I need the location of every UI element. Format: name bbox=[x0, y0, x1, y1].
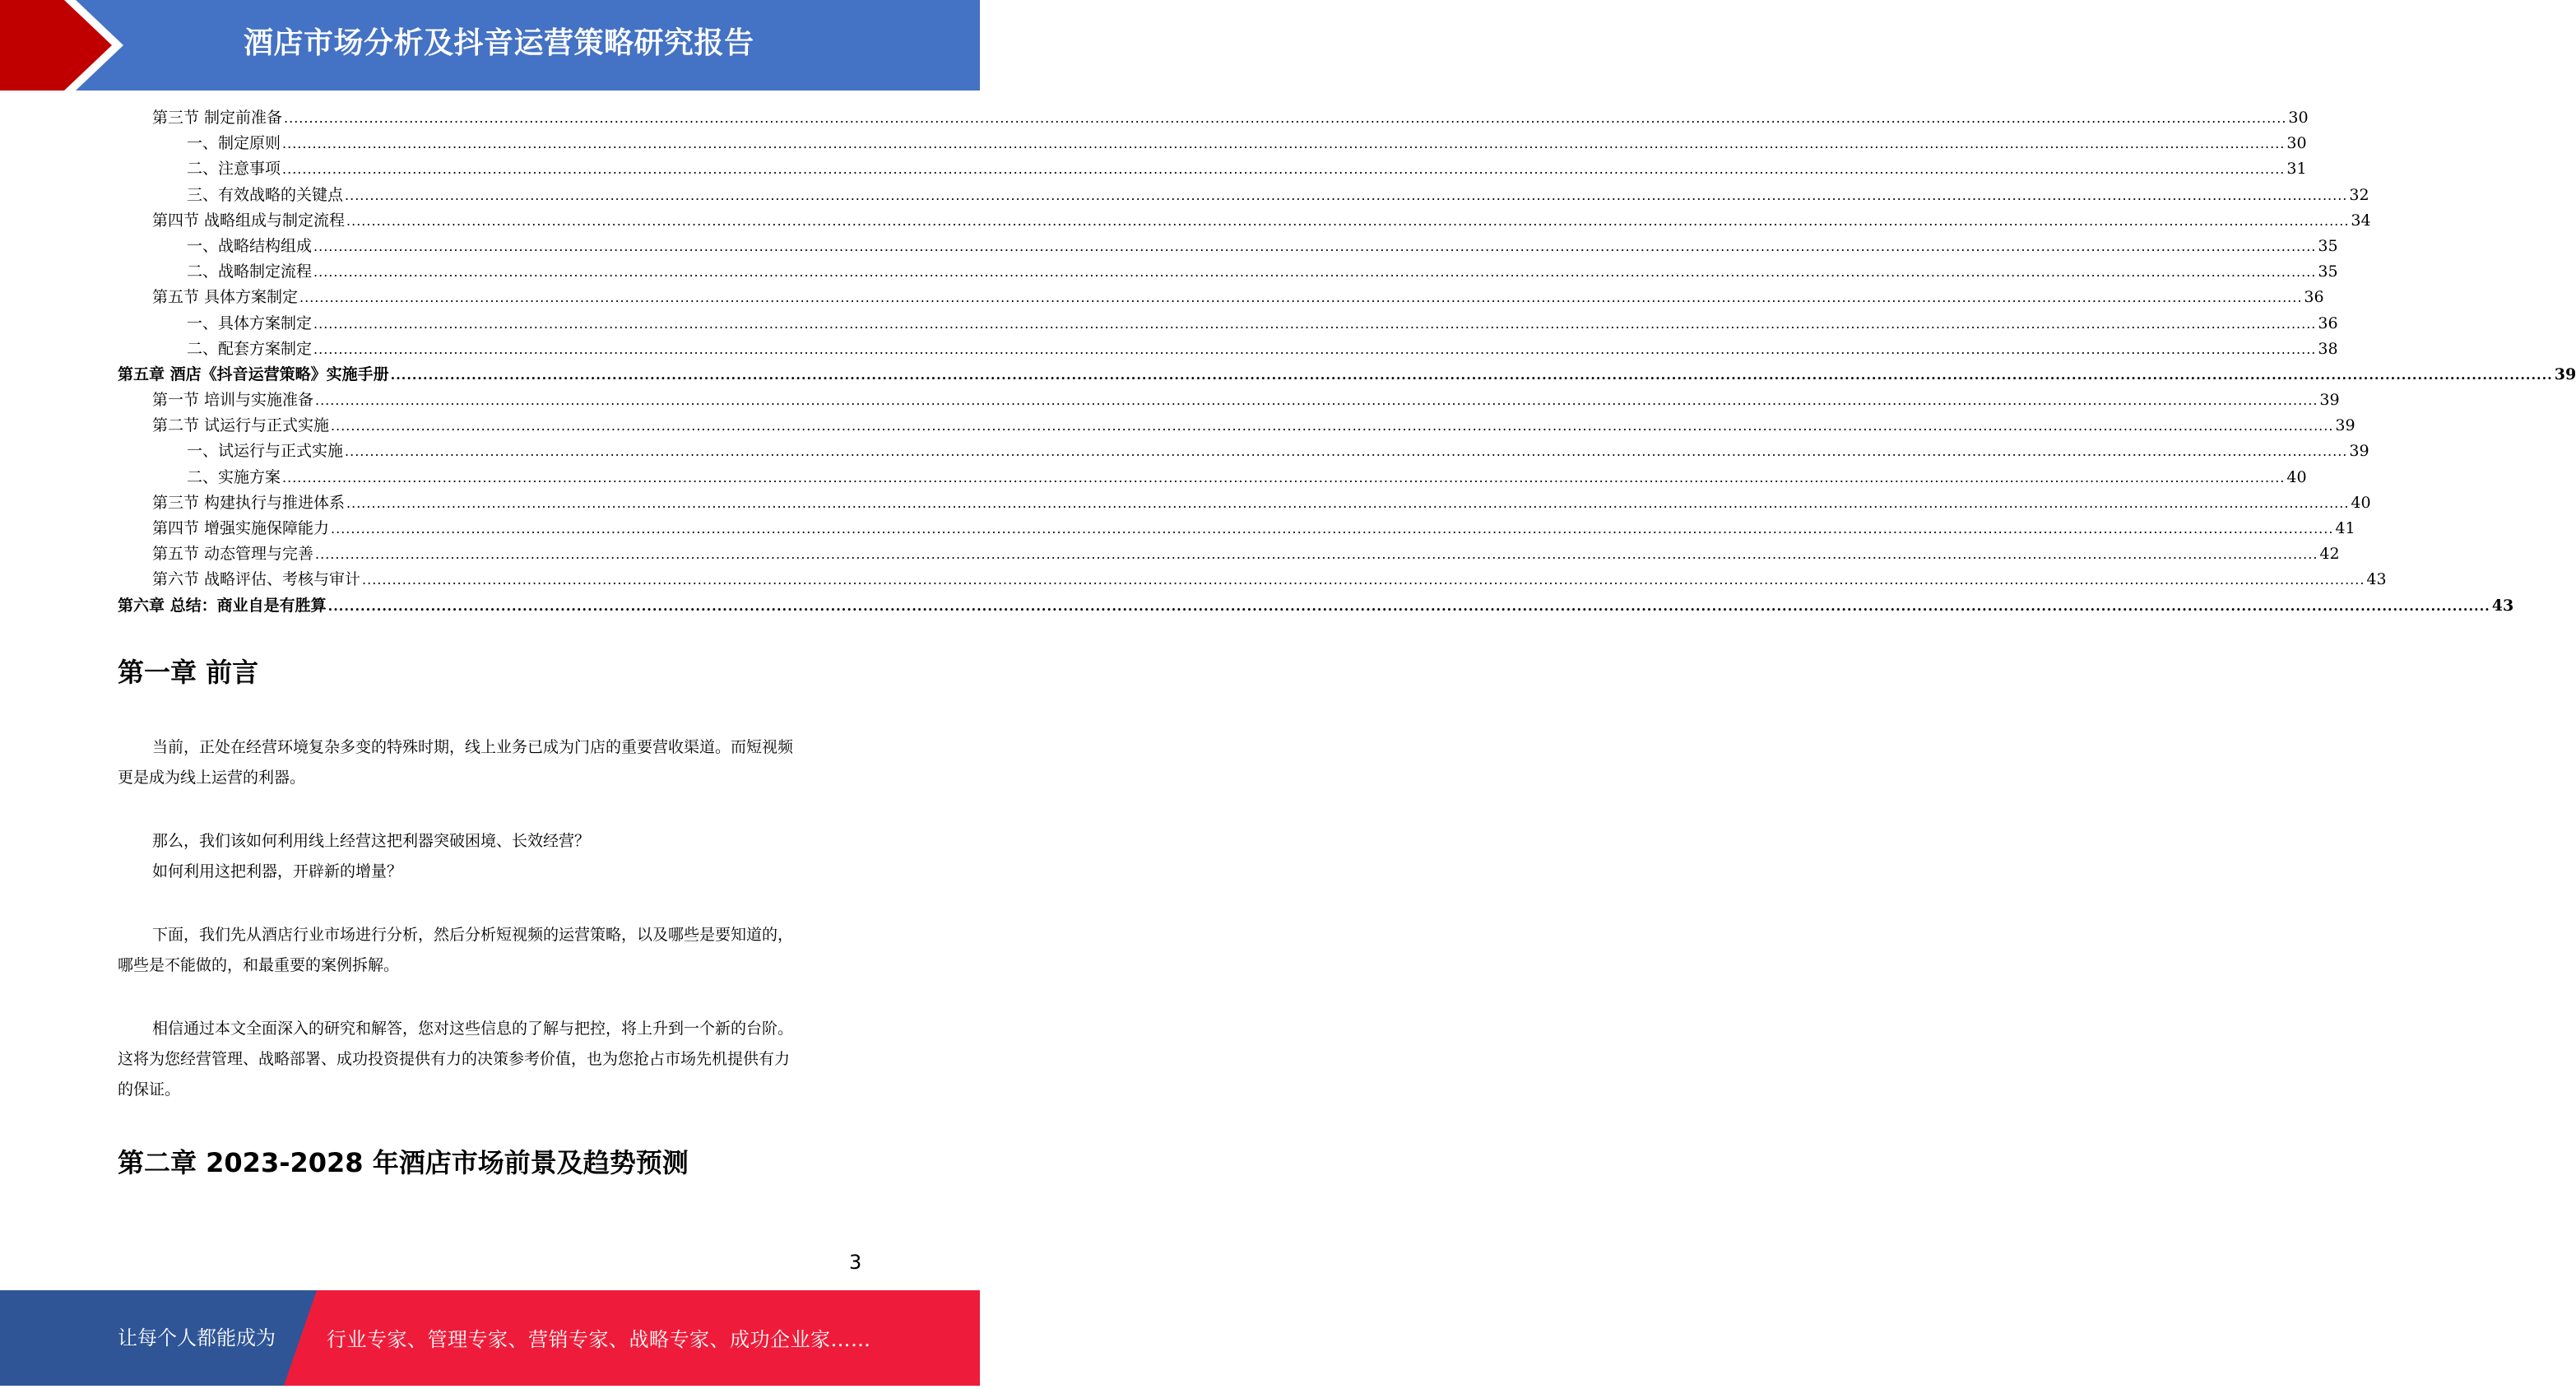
question-2: 如何利用这把利器，开辟新的增量？ bbox=[152, 862, 403, 880]
toc-entry-label: 第六节 战略评估、考核与审计 bbox=[152, 570, 361, 589]
toc-leader-dots: ................................................................................................................................................................................................................................................................................................................................................................................................................ bbox=[282, 469, 2286, 485]
toc-leader-dots: ................................................................................................................................................................................................................................................................................................................................................................................................................ bbox=[313, 315, 2317, 332]
toc-entry[interactable] bbox=[118, 516, 2356, 541]
toc-entry-label: 第三节 构建执行与推进体系 bbox=[152, 493, 346, 512]
toc-entry-label: 二、配套方案制定 bbox=[187, 339, 313, 358]
question-1: 那么，我们该如何利用线上经营这把利器突破困境、长效经营？ bbox=[152, 832, 591, 850]
toc-entry-page: 42 bbox=[2319, 545, 2340, 564]
toc-entry[interactable] bbox=[118, 156, 2307, 182]
toc-entry-label: 第一节 培训与实施准备 bbox=[152, 391, 314, 410]
toc-entry[interactable] bbox=[118, 208, 2371, 234]
toc-leader-dots: ................................................................................................................................................................................................................................................................................................................................................................................................................ bbox=[315, 393, 2318, 409]
toc-entry-page: 40 bbox=[2351, 493, 2371, 512]
toc-entry-label: 第二节 试运行与正式实施 bbox=[152, 416, 330, 435]
toc-entry-label: 二、战略制定流程 bbox=[187, 262, 313, 281]
paragraph-3-line-2: 哪些是不能做的，和最重要的案例拆解。 bbox=[118, 956, 400, 974]
toc-leader-dots: ................................................................................................................................................................................................................................................................................................................................................................................................................ bbox=[282, 161, 2286, 178]
paragraph-1-line-1: 当前，正处在经营环境复杂多变的特殊时期，线上业务已成为门店的重要营收渠道。而短视频 bbox=[152, 738, 794, 756]
toc-entry[interactable] bbox=[118, 490, 2371, 516]
toc-entry[interactable] bbox=[118, 183, 2369, 208]
page-footer bbox=[0, 1290, 980, 1386]
toc-entry[interactable] bbox=[118, 131, 2307, 156]
toc-entry-page: 39 bbox=[2335, 416, 2356, 435]
report-title: 酒店市场分析及抖音运营策略研究报告 bbox=[244, 26, 754, 60]
toc-entry[interactable] bbox=[118, 465, 2307, 490]
toc-entry-label: 二、注意事项 bbox=[187, 160, 281, 179]
toc-leader-dots: ................................................................................................................................................................................................................................................................................................................................................................................................................ bbox=[313, 264, 2317, 281]
toc-entry-label: 二、实施方案 bbox=[187, 467, 281, 486]
toc-entry[interactable] bbox=[118, 567, 2387, 592]
toc-entry-label: 第六章 总结：商业自是有胜算 bbox=[118, 596, 327, 615]
toc-leader-dots: ................................................................................................................................................................................................................................................................................................................................................................................................................ bbox=[331, 521, 2334, 537]
toc-entry[interactable] bbox=[118, 541, 2340, 567]
page-header bbox=[0, 0, 980, 91]
toc-entry[interactable] bbox=[118, 593, 2514, 619]
toc-leader-dots: ................................................................................................................................................................................................................................................................................................................................................................................................................ bbox=[299, 290, 2303, 306]
toc-entry-page: 43 bbox=[2491, 596, 2514, 615]
paragraph-4-line-1: 相信通过本文全面深入的研究和解答，您对这些信息的了解与把控，将上升到一个新的台阶。 bbox=[152, 1020, 794, 1038]
toc-entry-page: 34 bbox=[2351, 211, 2371, 230]
toc-entry-page: 43 bbox=[2366, 570, 2387, 589]
toc-leader-dots: ................................................................................................................................................................................................................................................................................................................................................................................................................ bbox=[346, 212, 2350, 229]
paragraph-4-line-3: 的保证。 bbox=[118, 1080, 181, 1099]
toc-entry-page: 39 bbox=[2554, 365, 2576, 383]
toc-entry-page: 30 bbox=[2286, 134, 2307, 153]
header-arrow-decoration bbox=[0, 0, 123, 91]
paragraph-4-line-2: 这将为您经营管理、战略部署、成功投资提供有力的决策参考价值，也为您抢占市场先机提供有力 bbox=[118, 1050, 791, 1068]
toc-leader-dots: ................................................................................................................................................................................................................................................................................................................................................................................................................ bbox=[362, 572, 2365, 588]
toc-leader-dots: ................................................................................................................................................................................................................................................................................................................................................................................................................ bbox=[282, 136, 2286, 152]
toc-entry[interactable] bbox=[118, 311, 2338, 337]
toc-entry-page: 41 bbox=[2335, 519, 2356, 537]
toc-entry-page: 32 bbox=[2349, 185, 2369, 204]
toc-leader-dots: ................................................................................................................................................................................................................................................................................................................................................................................................................ bbox=[313, 341, 2317, 357]
paragraph-1-line-2: 更是成为线上运营的利器。 bbox=[118, 769, 306, 787]
toc-leader-dots: ................................................................................................................................................................................................................................................................................................................................................................................................................ bbox=[284, 110, 2287, 126]
footer-slogan-left: 让每个人都能成为 bbox=[118, 1326, 276, 1350]
toc-entry[interactable] bbox=[118, 388, 2340, 413]
toc-entry[interactable] bbox=[118, 259, 2338, 285]
toc-entry[interactable] bbox=[118, 234, 2338, 259]
toc-entry-label: 一、制定原则 bbox=[187, 134, 281, 153]
toc-entry-page: 39 bbox=[2349, 442, 2369, 461]
toc-entry-label: 一、试运行与正式实施 bbox=[187, 442, 344, 461]
paragraph-3 bbox=[118, 920, 862, 981]
chapter-2-heading: 第二章 2023-2028 年酒店市场前景及趋势预测 bbox=[118, 1147, 689, 1178]
toc-leader-dots: ................................................................................................................................................................................................................................................................................................................................................................................................................ bbox=[390, 366, 2553, 383]
toc-entry[interactable] bbox=[118, 439, 2369, 464]
toc-entry-page: 35 bbox=[2318, 262, 2338, 281]
toc-entry-label: 一、战略结构组成 bbox=[187, 236, 313, 255]
page-number: 3 bbox=[849, 1251, 862, 1274]
chapter-1-heading: 第一章 前言 bbox=[118, 657, 259, 688]
toc-entry-page: 35 bbox=[2318, 236, 2338, 255]
toc-leader-dots: ................................................................................................................................................................................................................................................................................................................................................................................................................ bbox=[327, 597, 2490, 614]
paragraph-3-line-1: 下面，我们先从酒店行业市场进行分析，然后分析短视频的运营策略，以及哪些是要知道的， bbox=[152, 926, 794, 944]
toc-entry-page: 38 bbox=[2318, 339, 2338, 358]
toc-entry-label: 第五节 具体方案制定 bbox=[152, 288, 299, 307]
toc-entry-page: 36 bbox=[2318, 314, 2338, 332]
toc-entry-label: 三、有效战略的关键点 bbox=[187, 185, 344, 204]
table-of-contents bbox=[118, 105, 2576, 619]
toc-entry-page: 40 bbox=[2286, 467, 2307, 486]
toc-entry-label: 第四节 增强实施保障能力 bbox=[152, 519, 330, 537]
paragraph-1 bbox=[118, 732, 862, 793]
toc-entry-label: 第五章 酒店《抖音运营策略》实施手册 bbox=[118, 365, 389, 383]
toc-entry[interactable] bbox=[118, 362, 2576, 388]
toc-entry-label: 第四节 战略组成与制定流程 bbox=[152, 211, 346, 230]
footer-slogan-right: 行业专家、管理专家、营销专家、战略专家、成功企业家…… bbox=[327, 1328, 871, 1351]
toc-entry-label: 第五节 动态管理与完善 bbox=[152, 545, 314, 564]
toc-entry-page: 39 bbox=[2319, 391, 2340, 410]
toc-leader-dots: ................................................................................................................................................................................................................................................................................................................................................................................................................ bbox=[313, 238, 2317, 254]
toc-entry-page: 30 bbox=[2288, 109, 2309, 127]
toc-leader-dots: ................................................................................................................................................................................................................................................................................................................................................................................................................ bbox=[345, 187, 2348, 203]
toc-leader-dots: ................................................................................................................................................................................................................................................................................................................................................................................................................ bbox=[315, 546, 2318, 563]
toc-entry-label: 一、具体方案制定 bbox=[187, 314, 313, 332]
toc-entry[interactable] bbox=[118, 337, 2338, 362]
paragraph-4 bbox=[118, 1014, 862, 1105]
toc-entry[interactable] bbox=[118, 285, 2324, 310]
toc-entry-label: 第三节 制定前准备 bbox=[152, 109, 283, 127]
toc-leader-dots: ................................................................................................................................................................................................................................................................................................................................................................................................................ bbox=[331, 418, 2334, 434]
toc-entry[interactable] bbox=[118, 413, 2356, 439]
toc-leader-dots: ................................................................................................................................................................................................................................................................................................................................................................................................................ bbox=[346, 495, 2350, 511]
toc-leader-dots: ................................................................................................................................................................................................................................................................................................................................................................................................................ bbox=[345, 444, 2348, 460]
toc-entry-page: 36 bbox=[2304, 288, 2324, 307]
toc-entry[interactable] bbox=[118, 105, 2309, 131]
toc-entry-page: 31 bbox=[2286, 160, 2307, 179]
